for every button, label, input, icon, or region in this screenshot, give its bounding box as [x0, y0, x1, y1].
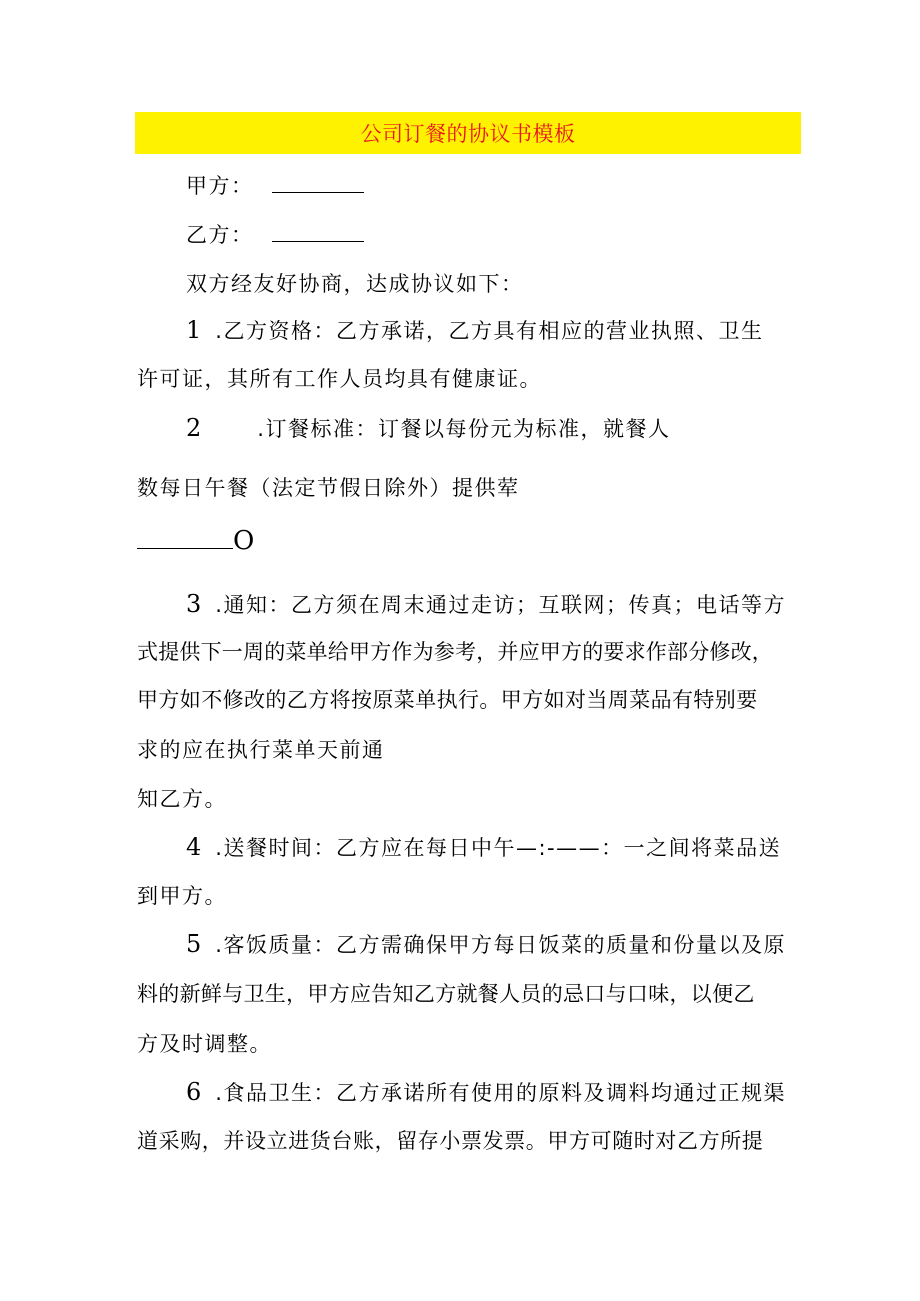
document-title: 公司订餐的协议书模板 — [360, 122, 576, 146]
clause-1-line-1: 1 .乙方资格：乙方承诺，乙方具有相应的营业执照、卫生 — [186, 316, 764, 344]
party-b-blank — [272, 223, 364, 242]
clause-6-line-1: 6 .食品卫生：乙方承诺所有使用的原料及调料均通过正规渠 — [186, 1078, 786, 1106]
clause-5-number: 5 — [186, 930, 202, 958]
clause-6-line-2: 道采购，并设立进货台账，留存小票发票。甲方可随时对乙方所提 — [137, 1129, 764, 1153]
clause-2-line-3: O — [137, 527, 254, 556]
intro-text: 双方经友好协商，达成协议如下： — [186, 272, 524, 296]
clause-3-line-1: 3 .通知：乙方须在周末通过走访；互联网；传真；电话等方 — [186, 590, 786, 618]
clause-5-line-2: 料的新鲜与卫生，甲方应告知乙方就餐人员的忌口与口味，以便乙 — [137, 982, 755, 1006]
title-highlight — [135, 112, 801, 154]
clause-2-line-1: 2 .订餐标准：订餐以每份元为标准，就餐人 — [186, 414, 671, 442]
clause-3-line-4: 求的应在执行菜单天前通 — [137, 738, 385, 762]
clause-2-number: 2 — [186, 414, 202, 442]
clause-3-line-3: 甲方如不修改的乙方将按原菜单执行。甲方如对当周菜品有特别要 — [137, 688, 758, 712]
clause-1-number: 1 — [186, 316, 202, 344]
clause-6-number: 6 — [186, 1078, 202, 1106]
party-b-label: 乙方： — [186, 223, 254, 247]
clause-5-line-1: 5 .客饭质量：乙方需确保甲方每日饭菜的质量和份量以及原 — [186, 930, 786, 958]
clause-3-line-5: 知乙方。 — [137, 787, 227, 811]
party-a-line — [186, 172, 364, 200]
party-b-line — [186, 221, 364, 249]
clause-5-line-3: 方及时调整。 — [137, 1032, 272, 1056]
clause-2-blank — [137, 530, 233, 549]
party-a-blank — [272, 174, 364, 193]
clause-3-line-2: 式提供下一周的菜单给甲方作为参考，并应甲方的要求作部分修改， — [137, 640, 773, 664]
clause-4-line-2: 到甲方。 — [137, 884, 227, 908]
clause-4-line-1: 4 .送餐时间：乙方应在每日中午—:-——：一之间将菜品送 — [186, 833, 782, 861]
clause-1-line-2: 许可证，其所有工作人员均具有健康证。 — [137, 367, 542, 391]
party-a-label: 甲方： — [186, 174, 254, 198]
clause-3-number: 3 — [186, 590, 202, 618]
clause-4-number: 4 — [186, 833, 202, 861]
clause-2-line-2: 数每日午餐（法定节假日除外）提供荤 — [137, 476, 520, 500]
